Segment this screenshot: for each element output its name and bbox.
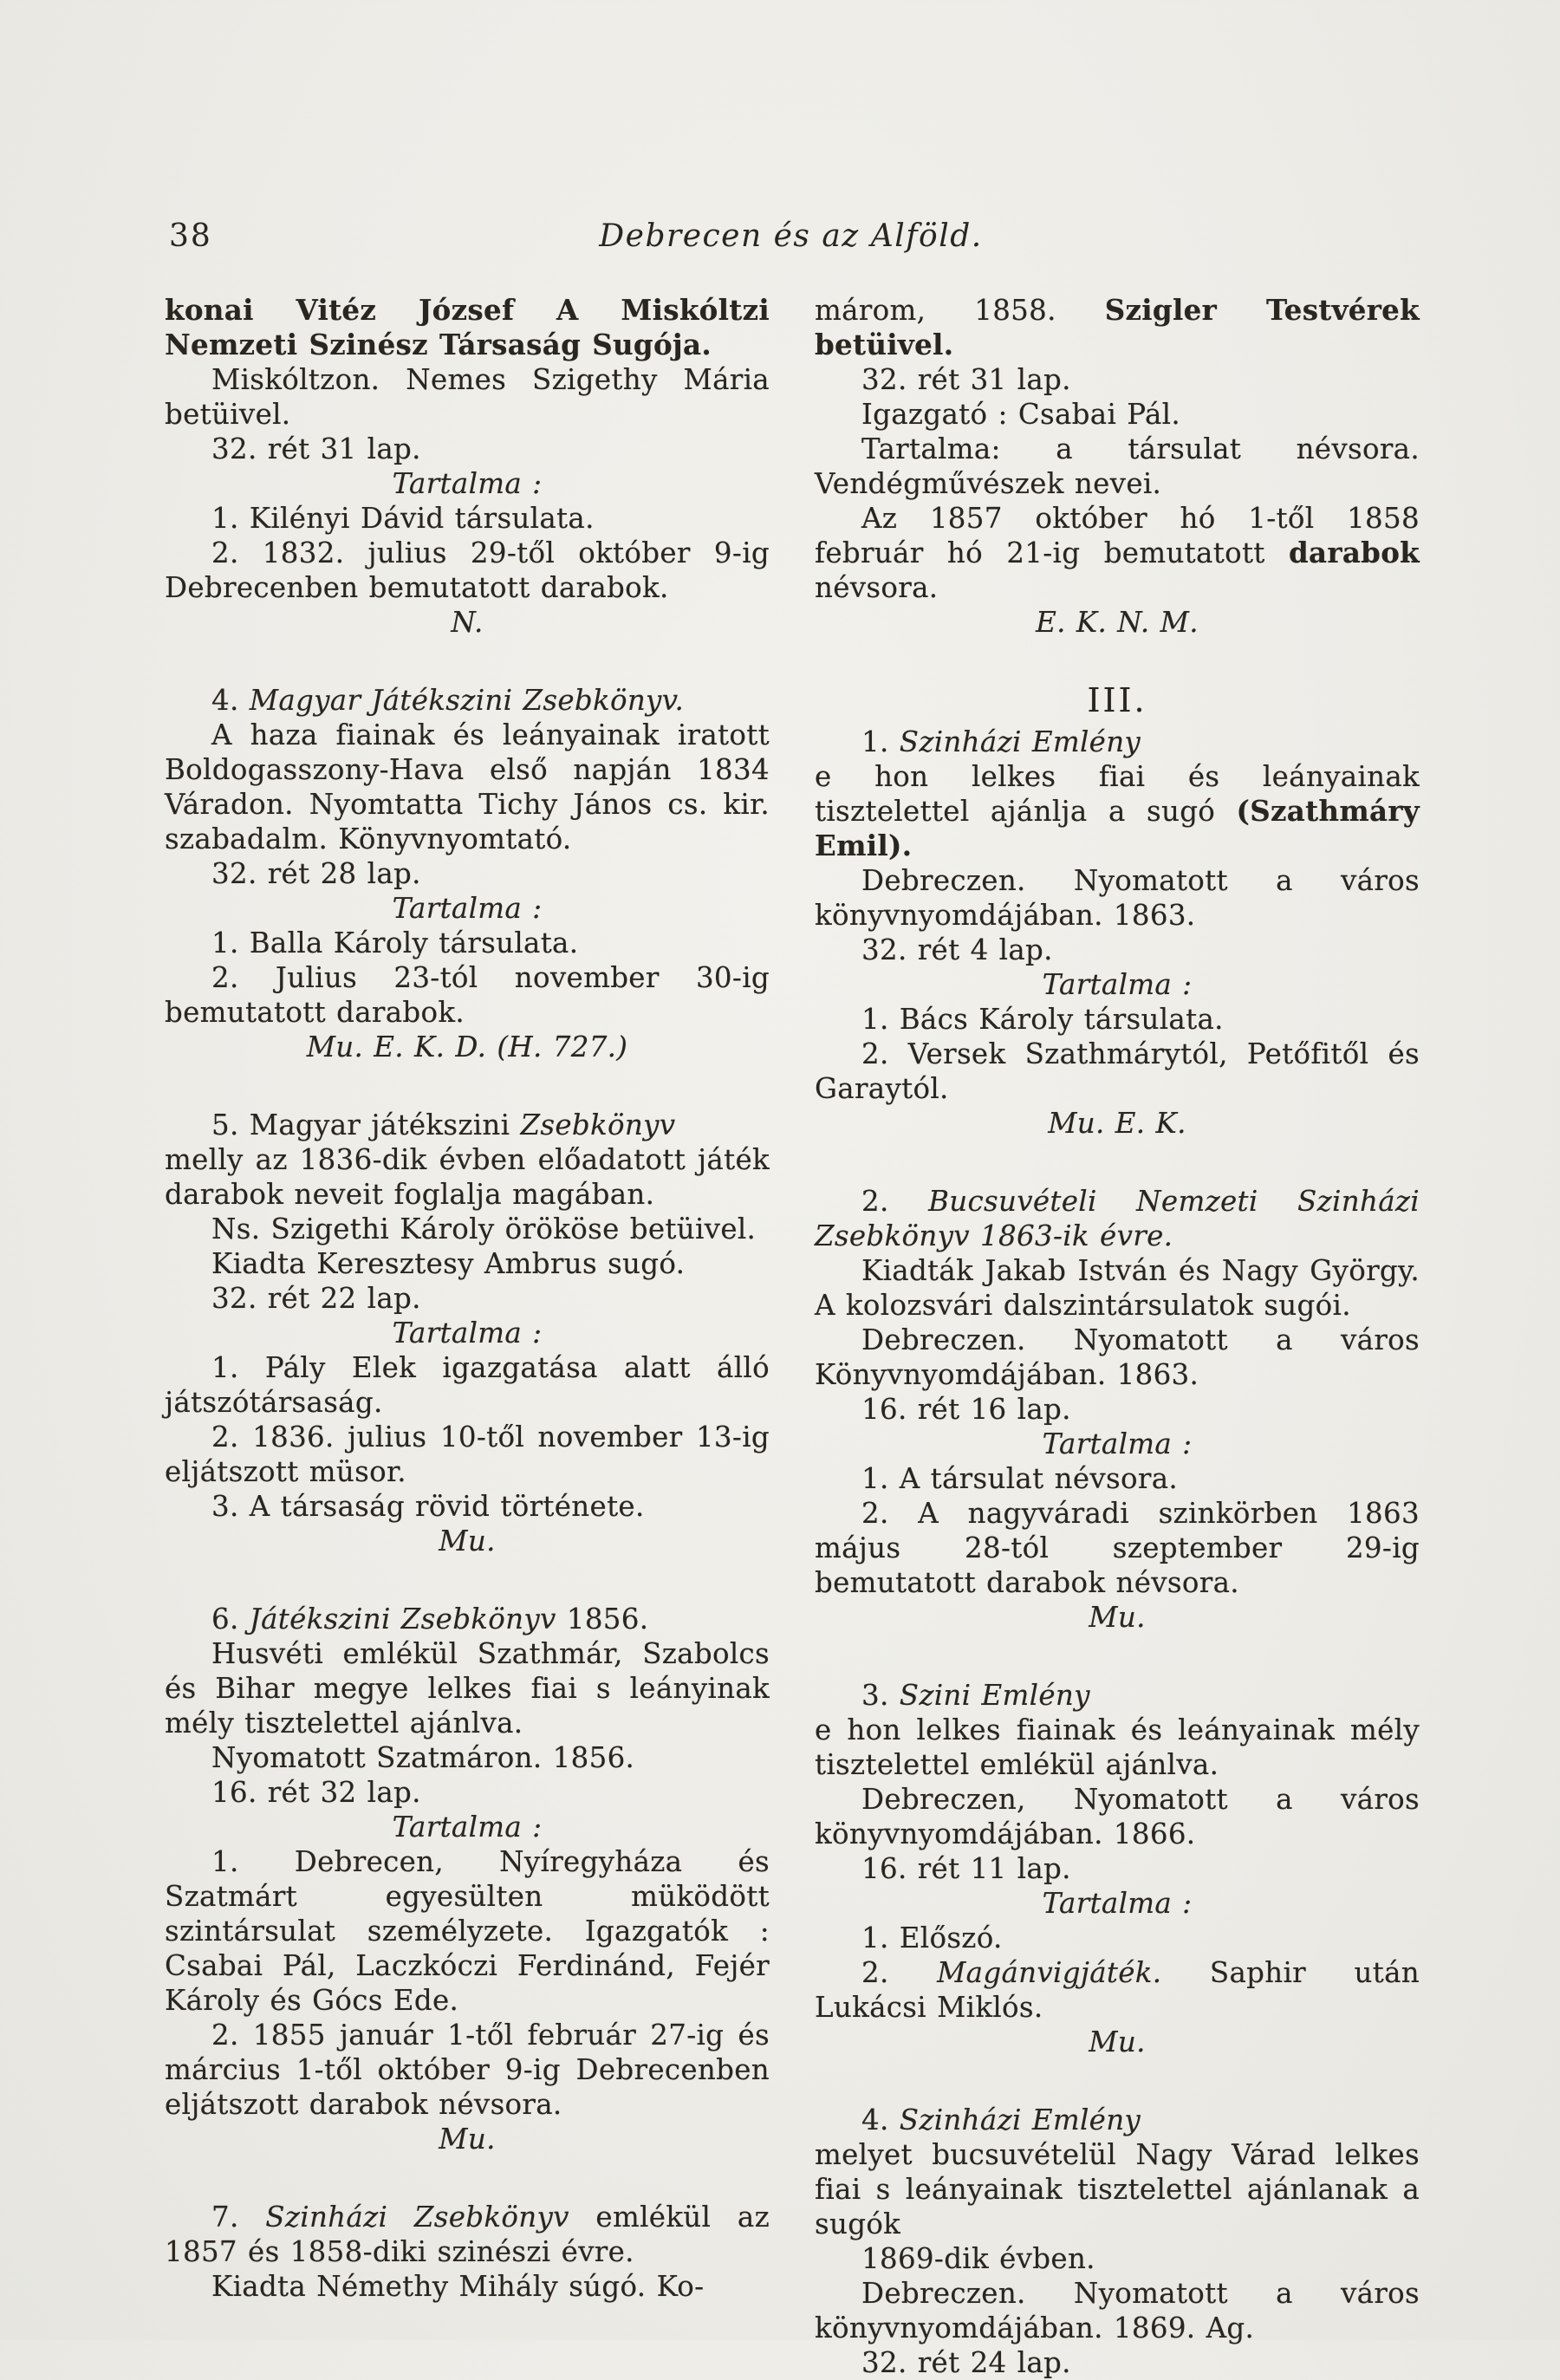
text-block [815,2241,1420,2276]
text-block [165,362,770,432]
text-run: márom, 1858. [815,294,1105,327]
text-run: Magyar Játékszini Zsebkönyv. [249,684,685,717]
text-block [815,1955,1420,2025]
text-run: 7. [211,2201,266,2234]
text-run: Szinházi Emlény [899,2104,1141,2136]
text-block [165,2200,770,2269]
centered-line [815,967,1420,1002]
right-column [815,293,1420,2380]
centered-line [165,605,770,640]
text-run: 1. Előszó. [861,1922,1003,1954]
text-block [165,1636,770,1740]
text-run: 1. A társulat névsora. [861,1462,1178,1495]
text-run: 32. rét 4 lap. [861,933,1053,966]
text-run: Bucsuvételi Nemzeti Szinházi Zsebkönyv 1863-ik évre. [815,1185,1420,1252]
text-block [165,432,770,466]
text-run: Tartalma : [1042,1887,1193,1920]
text-block [815,397,1420,432]
text-run: Mu. [1089,2026,1146,2058]
text-run: 1856. [556,1603,649,1635]
text-block [815,501,1420,605]
text-columns [165,293,1420,2380]
text-block [165,2269,770,2304]
text-run: Debreczen. Nyomatott a város Könyvnyomdájában. 1863. [815,1323,1420,1391]
text-run: Mu. [1089,1601,1146,1634]
text-run: Mu. E. K. D. (H. 727.) [306,1031,628,1063]
text-block [815,1713,1420,1782]
text-block [165,501,770,536]
text-run: 1. Debrecen, Nyíregyháza és Szatmárt egyesülten müködött szintársulat személyzete. Igazgatók : Csabai Pál, Laczkóczi Ferdinánd, Fejér Károly és Gócs Ede. [165,1845,770,2017]
text-block [815,1002,1420,1037]
text-run: Tartalma : [1042,1427,1193,1460]
text-run: melyet bucsuvételül Nagy Várad lelkes fiai s leányainak tisztelettel ajánlanak a sugók [815,2138,1420,2240]
text-block [815,1851,1420,1886]
text-run: E. K. N. M. [1036,606,1199,639]
text-block [165,2018,770,2122]
text-block [165,683,770,718]
running-title: Debrecen és az Alföld. [599,218,983,254]
text-block [165,1844,770,2018]
left-column [165,293,770,2380]
text-run: Nyomatott Szatmáron. 1856. [211,1741,635,1774]
text-run: 2. Julius 23-tól november 30-ig bemutatott darabok. [165,961,770,1029]
text-block [815,759,1420,863]
text-run: Debreczen. Nyomatott a város könyvnyomdájában. 1869. Ag. [815,2277,1420,2344]
text-run: 2. Versek Szathmárytól, Petőfitől és Garaytól. [815,1037,1420,1105]
text-run: A haza fiainak és leányainak iratott Boldogasszony-Hava első napján 1834 Váradon. Nyomtatta Tichy János cs. kir. szabadalm. Könyvnyomtató. [165,719,770,855]
text-run: e hon lelkes fiai és leányainak tisztelettel ajánlja a sugó [815,760,1420,828]
text-run: névsora. [815,571,939,604]
text-block [165,1420,770,1489]
text-block [815,1184,1420,1253]
text-block [165,1489,770,1524]
text-run: 5. Magyar játékszini [211,1109,521,1141]
text-run: Mu. [439,1525,496,1557]
centered-line [165,466,770,501]
text-run: Tartalma : [392,1811,543,1844]
text-block [815,1921,1420,1955]
text-run: 32. rét 28 lap. [211,857,421,890]
text-run: 32. rét 31 lap. [211,432,421,465]
text-run: 4. [861,2104,900,2136]
text-block [815,432,1420,501]
text-run: konai Vitéz József A Miskóltzi Nemzeti Szinész Társaság Sugója. [165,293,770,361]
text-block [815,2103,1420,2137]
centered-line [165,891,770,926]
centered-line [815,1600,1420,1635]
text-run: e hon lelkes fiainak és leányainak mély tisztelettel emlékül ajánlva. [815,1713,1420,1781]
text-block [815,293,1420,362]
text-block [165,1602,770,1636]
section-heading [815,683,1420,718]
text-block [815,1253,1420,1323]
page-header [165,218,1417,262]
text-block [815,2137,1420,2241]
centered-line [165,1030,770,1064]
text-run: Tartalma : [392,1317,543,1349]
text-run: Szigler Testvérek betüivel. [815,293,1420,361]
text-run: Kiadták Jakab István és Nagy György. A kolozsvári dalszintársulatok sugói. [815,1254,1420,1322]
text-block [815,725,1420,759]
text-run: Igazgató : Csabai Pál. [861,398,1180,431]
centered-line [165,1810,770,1844]
text-block [815,2276,1420,2345]
centered-line [815,1106,1420,1141]
text-block [815,1782,1420,1851]
text-run: Mu. [439,2123,496,2156]
centered-line [815,605,1420,640]
text-run: 32. rét 31 lap. [861,363,1071,396]
centered-line [165,1524,770,1558]
text-run: melly az 1836-dik évben előadatott játék darabok neveit foglalja magában. [165,1143,770,1211]
text-block [165,960,770,1030]
text-run: N. [451,606,484,639]
text-run: Kiadta Némethy Mihály súgó. Ko- [211,2270,705,2303]
text-run: 16. rét 11 lap. [861,1852,1071,1885]
text-run: darabok [1289,536,1420,569]
text-run: Miskóltzon. Nemes Szigethy Mária betüivel. [165,363,770,431]
text-run: Mu. E. K. [1048,1107,1186,1140]
text-block [815,1037,1420,1106]
text-block [815,1678,1420,1713]
text-block [815,2345,1420,2380]
text-block [165,1142,770,1212]
text-run: Tartalma : [1042,968,1193,1001]
text-run: 32. rét 24 lap. [861,2346,1071,2379]
text-run: 6. [211,1603,250,1635]
text-block [165,1281,770,1316]
text-block [165,1212,770,1246]
text-block [815,933,1420,967]
text-run: Ns. Szigethi Károly örököse betüivel. [211,1213,757,1245]
text-block [815,863,1420,933]
text-run: III. [1087,681,1147,719]
text-run: 1. Kilényi Dávid társulata. [211,502,595,535]
text-block [815,1392,1420,1427]
text-run: 3. [861,1679,900,1712]
text-run: Magánvigjáték. [937,1956,1162,1989]
text-run: 2. 1855 január 1-től február 27-ig és március 1-től október 9-ig Debrecenben eljátszott darabok névsora. [165,2019,770,2121]
text-run: Játékszini Zsebkönyv [249,1603,556,1635]
centered-line [165,1316,770,1350]
text-run: 2. [861,1956,938,1989]
text-run: 16. rét 32 lap. [211,1776,421,1809]
text-run: Kiadta Keresztesy Ambrus sugó. [211,1247,686,1280]
text-run: Tartalma : [392,892,543,925]
text-run: Saphir után Lukácsi Miklós. [815,1956,1420,2024]
text-run: Zsebkönyv [520,1109,676,1141]
centered-line [815,1427,1420,1461]
text-block [165,1740,770,1775]
text-run: Tartalma : [392,467,543,500]
text-run: 2. A nagyváradi szinkörben 1863 május 28-tól szeptember 29-ig bemutatott darabok névsora. [815,1497,1420,1599]
text-block [815,1323,1420,1392]
text-block [165,926,770,960]
text-run: 2. [861,1185,929,1218]
text-block [165,1246,770,1281]
text-run: 1. Bács Károly társulata. [861,1003,1224,1036]
text-run: 16. rét 16 lap. [861,1393,1071,1426]
text-run: 32. rét 22 lap. [211,1282,421,1315]
centered-line [165,2122,770,2156]
text-run: 1. Balla Károly társulata. [211,927,579,959]
text-run: Szinházi Zsebkönyv [265,2201,569,2234]
text-block [165,293,770,362]
text-block [815,1496,1420,1600]
text-block [165,718,770,856]
text-block [165,1775,770,1810]
text-run: 2. 1836. julius 10-től november 13-ig eljátszott müsor. [165,1421,770,1488]
text-run: (Szathmáry Emil). [815,794,1420,862]
text-run: Tartalma: a társulat névsora. Vendégművészek nevei. [815,432,1420,500]
text-run: 1. [861,725,900,758]
text-run: Husvéti emlékül Szathmár, Szabolcs és Bihar megye lelkes fiai s leányinak mély tisztelettel ajánlva. [165,1637,770,1739]
text-run: Szini Emlény [899,1679,1090,1712]
text-block [815,362,1420,397]
text-run: Debreczen, Nyomatott a város könyvnyomdájában. 1866. [815,1783,1420,1850]
text-run: Debreczen. Nyomatott a város könyvnyomdájában. 1863. [815,864,1420,932]
centered-line [815,2025,1420,2059]
text-block [165,1108,770,1142]
centered-line [815,1886,1420,1921]
text-block [165,536,770,605]
text-block [165,1350,770,1420]
text-run: Szinházi Emlény [899,725,1141,758]
text-run: emlékül az 1857 és 1858-diki szinészi évre. [165,2201,770,2268]
text-run: 3. A társaság rövid története. [211,1490,645,1523]
text-run: Az 1857 október hó 1-től 1858 február hó 21-ig bemutatott [815,502,1420,569]
text-block [815,1461,1420,1496]
text-run: 4. [211,684,250,717]
text-run: 1. Pály Elek igazgatása alatt álló játszótársaság. [165,1351,770,1419]
page-number: 38 [169,218,212,254]
text-run: 2. 1832. julius 29-től október 9-ig Debrecenben bemutatott darabok. [165,536,770,604]
text-run: 1869-dik évben. [861,2242,1095,2275]
text-block [165,856,770,891]
